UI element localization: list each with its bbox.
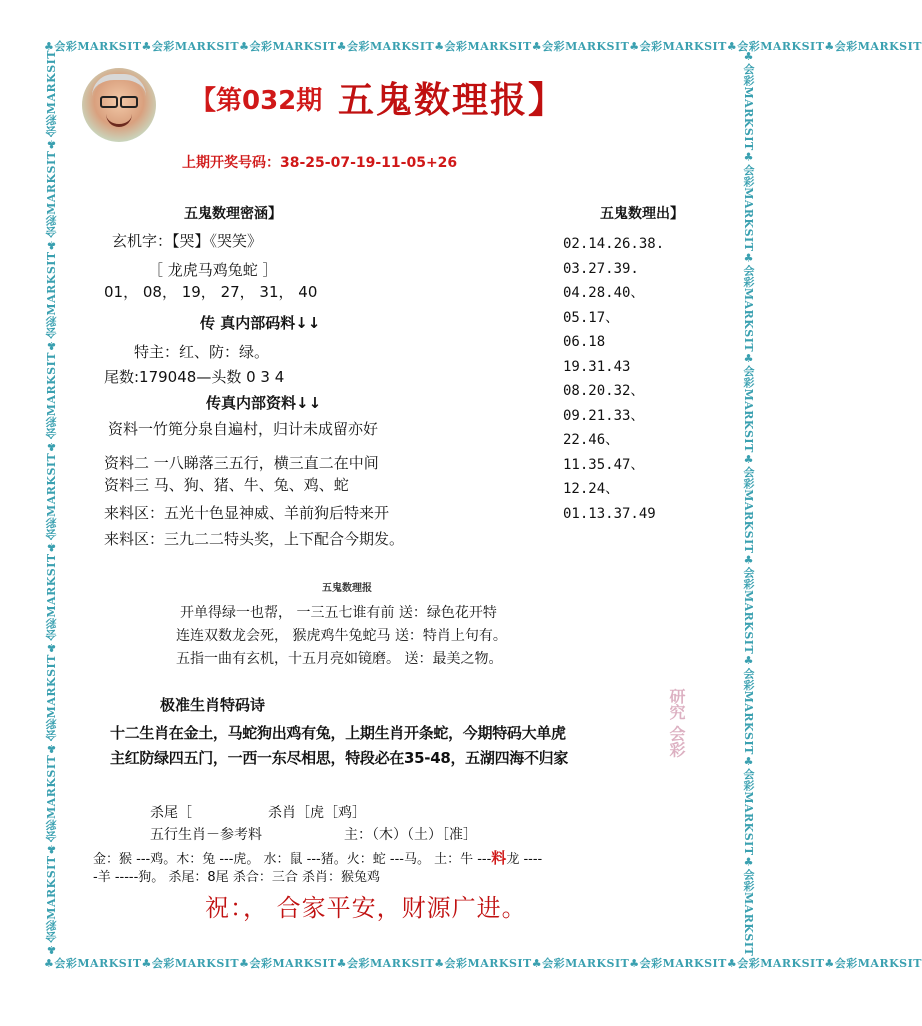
frame-watermark-top: ♣会彩MARKSIT♣会彩MARKSIT♣会彩MARKSIT♣会彩MARKSIT♣会彩MARKSIT♣会彩MARKSIT♣会彩MARKSIT♣会彩MARKSIT♣会彩MARKSIT (44, 40, 922, 53)
wuxing-row-1-text: 金：猴 ---鸡。木：兔 ---虎。 水：鼠 ---猪。火：蛇 ---马。 土：牛 --- (93, 852, 492, 867)
special-line: 特主：红、防：绿。 (134, 343, 270, 361)
zodiac-list: ［ 龙虎马鸡兔蛇 ］ (148, 261, 278, 279)
list-item: 03.27.39. (563, 260, 639, 277)
frame-watermark-right: ♣会彩MARKSIT♣会彩MARKSIT♣会彩MARKSIT♣会彩MARKSIT♣会彩MARKSIT♣会彩MARKSIT♣会彩MARKSIT♣会彩MARKSIT♣会彩MARKSIT (742, 50, 755, 957)
list-item: 01.13.37.49 (563, 505, 656, 522)
info-line-3: 资料三 马、狗、猪、牛、兔、鸡、蛇 (104, 476, 349, 494)
info-line-2: 资料二 一八睇落三五行，横三直二在中间 (104, 454, 379, 472)
list-item: 09.21.33、 (563, 407, 645, 424)
number-list: 01， 08， 19， 27， 31， 40 (104, 283, 318, 301)
fax-heading-1: 传 真内部码料↓↓ (200, 314, 321, 332)
list-item: 19.31.43 (563, 358, 631, 375)
poem-line-1: 十二生肖在金土，马蛇狗出鸡有兔，上期生肖开条蛇，今期特码大单虎 (110, 724, 566, 742)
stamp-watermark: 研究 会彩 (667, 688, 686, 758)
list-item: 11.35.47、 (563, 456, 645, 473)
zone-line-1: 来料区：五光十色显神威、羊前狗后特来开 (104, 504, 390, 522)
list-item: 02.14.26.38. (563, 236, 665, 252)
verse-line-1: 开单得绿一也帮， 一三五七谁有前 送：绿色花开特 (180, 605, 497, 621)
verse-line-3: 五指一曲有玄机，十五月亮如镜磨。 送：最美之物。 (176, 651, 503, 667)
list-item: 12.24、 (563, 481, 620, 497)
list-item: 22.46、 (563, 432, 620, 448)
left-heading: 五鬼数理密涵】 (184, 206, 282, 222)
page-title: 五鬼数理报】 (338, 79, 567, 121)
list-item: 08.20.32、 (563, 383, 645, 399)
tail-line: 尾数:179048—头数 0 3 4 (104, 368, 285, 386)
wuxing-row-1-end: 龙 ---- (506, 852, 543, 867)
kill-zodiac: 杀肖［虎［鸡］ (268, 805, 366, 821)
list-item: 04.28.40、 (563, 285, 645, 301)
list-item: 06.18 (563, 334, 606, 350)
main-element: 主：（木）（土）［准］ (344, 827, 477, 843)
issue-number: 【第032期 (190, 86, 323, 116)
kill-tail: 杀尾［ (150, 805, 192, 821)
wuxing-row-1 (93, 847, 542, 868)
avatar (82, 68, 156, 142)
frame-watermark-bottom: ♣会彩MARKSIT♣会彩MARKSIT♣会彩MARKSIT♣会彩MARKSIT♣会彩MARKSIT♣会彩MARKSIT♣会彩MARKSIT♣会彩MARKSIT♣会彩MARKSIT (44, 957, 922, 970)
last-draw-numbers: 上期开奖号码：38-25-07-19-11-05+26 (182, 155, 458, 171)
section-small-title: 五鬼数理报 (322, 583, 372, 594)
wuxing-label: 五行生肖－参考料 (150, 827, 262, 843)
info-line-1: 资料一竹篼分泉自遍村，归计未成留亦好 (108, 420, 379, 438)
frame-watermark-left: ♣会彩MARKSIT♣会彩MARKSIT♣会彩MARKSIT♣会彩MARKSIT♣会彩MARKSIT♣会彩MARKSIT♣会彩MARKSIT♣会彩MARKSIT♣会彩MARKSIT (45, 50, 58, 957)
wuxing-row-2: -羊 -----狗。 杀尾：8尾 杀合：三合 杀肖：猴兔鸡 (93, 870, 380, 885)
list-item: 05.17、 (563, 309, 620, 326)
zone-line-2: 来料区：三九二二特头奖，上下配合今期发。 (104, 530, 405, 548)
right-number-list (563, 232, 664, 526)
red-mark: 料 (491, 849, 507, 867)
verse-line-2: 连连双数龙会死， 猴虎鸡牛兔蛇马 送：特肖上句有。 (176, 628, 507, 644)
blessing: 祝：， 合家平安，财源广进。 (205, 894, 527, 922)
poem-line-2: 主红防绿四五门，一西一东尽相思，特段必在35-48，五湖四海不归家 (110, 749, 569, 767)
fax-heading-2: 传真内部资料↓↓ (206, 394, 322, 412)
right-heading: 五鬼数理出】 (600, 206, 684, 222)
poem-heading: 极准生肖特码诗 (160, 696, 266, 714)
riddle-line: 玄机字：【哭】《哭笑》 (112, 232, 263, 250)
